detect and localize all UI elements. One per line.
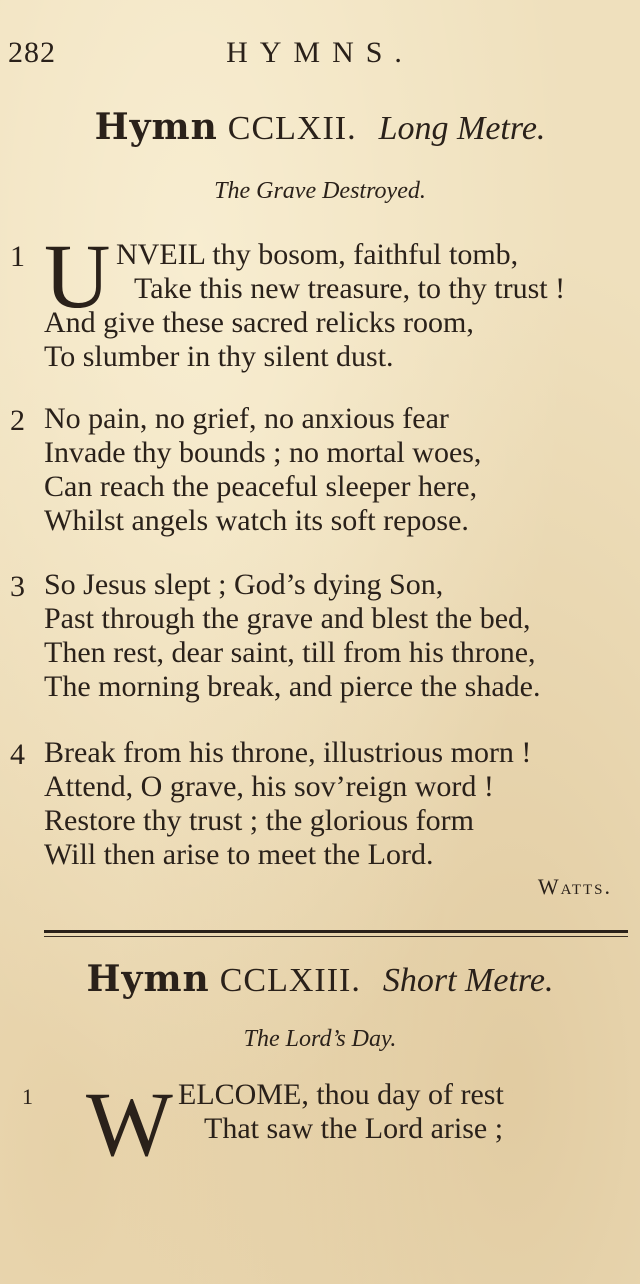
stanza-line: Restore thy trust ; the glorious form	[44, 804, 474, 837]
hymn-word: Hymn	[86, 958, 210, 1000]
stanza-line: Attend, O grave, his sov’reign word !	[44, 770, 494, 803]
stanza-line: Can reach the peaceful sleeper here,	[44, 470, 478, 503]
stanza-line: Past through the grave and blest the bed,	[44, 602, 531, 635]
stanza-number: 1	[22, 1084, 33, 1109]
stanza-line: Then rest, dear saint, till from his throne,	[44, 636, 536, 669]
stanza-line: So Jesus slept ; God’s dying Son,	[44, 568, 444, 601]
stanza-line: The morning break, and pierce the shade.	[44, 670, 541, 703]
hymn-metre: Short Metre.	[382, 962, 554, 999]
stanza-line: No pain, no grief, no anxious fear	[44, 402, 449, 435]
section-divider	[44, 930, 628, 933]
attribution: Watts.	[537, 874, 612, 899]
stanza-line: ELCOME, thou day of rest	[178, 1078, 504, 1111]
hymn-262-heading	[0, 106, 640, 148]
running-head	[0, 36, 640, 76]
stanza-number: 3	[10, 570, 25, 603]
stanza-line: Invade thy bounds ; no mortal woes,	[44, 436, 482, 469]
stanza-line: Break from his throne, illustrious morn !	[44, 736, 532, 769]
stanza-number: 4	[10, 738, 25, 771]
stanza-line: NVEIL thy bosom, faithful tomb,	[116, 238, 519, 271]
section-divider-thin	[44, 936, 628, 937]
hymn-word: Hymn	[94, 106, 218, 148]
stanza-line: Take this new treasure, to thy trust !	[134, 272, 566, 305]
hymn-263-subtitle: The Lord’s Day.	[243, 1026, 397, 1052]
hymn-number: CCLXII.	[227, 110, 357, 147]
stanza-line: And give these sacred relicks room,	[44, 306, 474, 339]
hymn-262-subtitle: The Grave Destroyed.	[214, 178, 426, 204]
hymn-263-heading	[0, 958, 640, 1000]
stanza-line: Will then arise to meet the Lord.	[44, 838, 434, 871]
hymn-number: CCLXIII.	[219, 962, 361, 999]
hymn-metre: Long Metre.	[378, 110, 546, 147]
drop-cap: U	[44, 225, 111, 327]
stanza-line: Whilst angels watch its soft repose.	[44, 504, 469, 537]
stanza-line: To slumber in thy silent dust.	[44, 340, 394, 373]
running-title: HYMNS.	[226, 36, 414, 69]
page-number: 282	[8, 36, 56, 69]
stanza-line: That saw the Lord arise ;	[204, 1112, 504, 1145]
stanza-number: 2	[10, 404, 25, 437]
stanza-number: 1	[10, 240, 25, 273]
drop-cap: W	[86, 1073, 173, 1175]
